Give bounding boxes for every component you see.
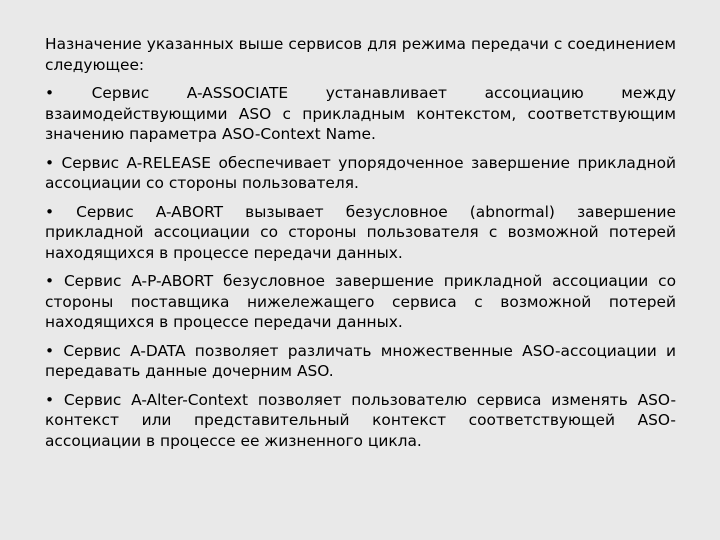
bullet-a-alter-context: • Сервис A-Alter-Context позволяет пользователю сервиса изменять ASO-контекст или представительный контекст соответствующей ASO-ассоциации в процессе ее жизненного цикла. bbox=[45, 390, 676, 450]
bullet-a-abort: • Сервис A-ABORT вызывает безусловное (abnormal) завершение прикладной ассоциации со стороны пользователя с возможной потерей находящихся в процессе передачи данных. bbox=[45, 202, 676, 262]
slide-text-body bbox=[45, 34, 676, 459]
bullet-a-p-abort: • Сервис A-P-ABORT безусловное завершение прикладной ассоциации со стороны поставщика нижележащего сервиса с возможной потерей находящихся в процессе передачи данных. bbox=[45, 272, 676, 331]
intro-paragraph: Назначение указанных выше сервисов для режима передачи с соединением следующее: bbox=[45, 35, 676, 74]
bullet-a-data: • Сервис A-DATA позволяет различать множественные ASO-ассоциации и передавать данные дочерним ASO. bbox=[45, 341, 676, 380]
bullet-a-associate: • Сервис A-ASSOCIATE устанавливает ассоциацию между взаимодействующими ASO с прикладным контекстом, соответствующим значению параметра ASO-Context Name. bbox=[45, 84, 676, 143]
bullet-a-release: • Сервис A-RELEASE обеспечивает упорядоченное завершение прикладной ассоциации со стороны пользователя. bbox=[45, 153, 676, 192]
